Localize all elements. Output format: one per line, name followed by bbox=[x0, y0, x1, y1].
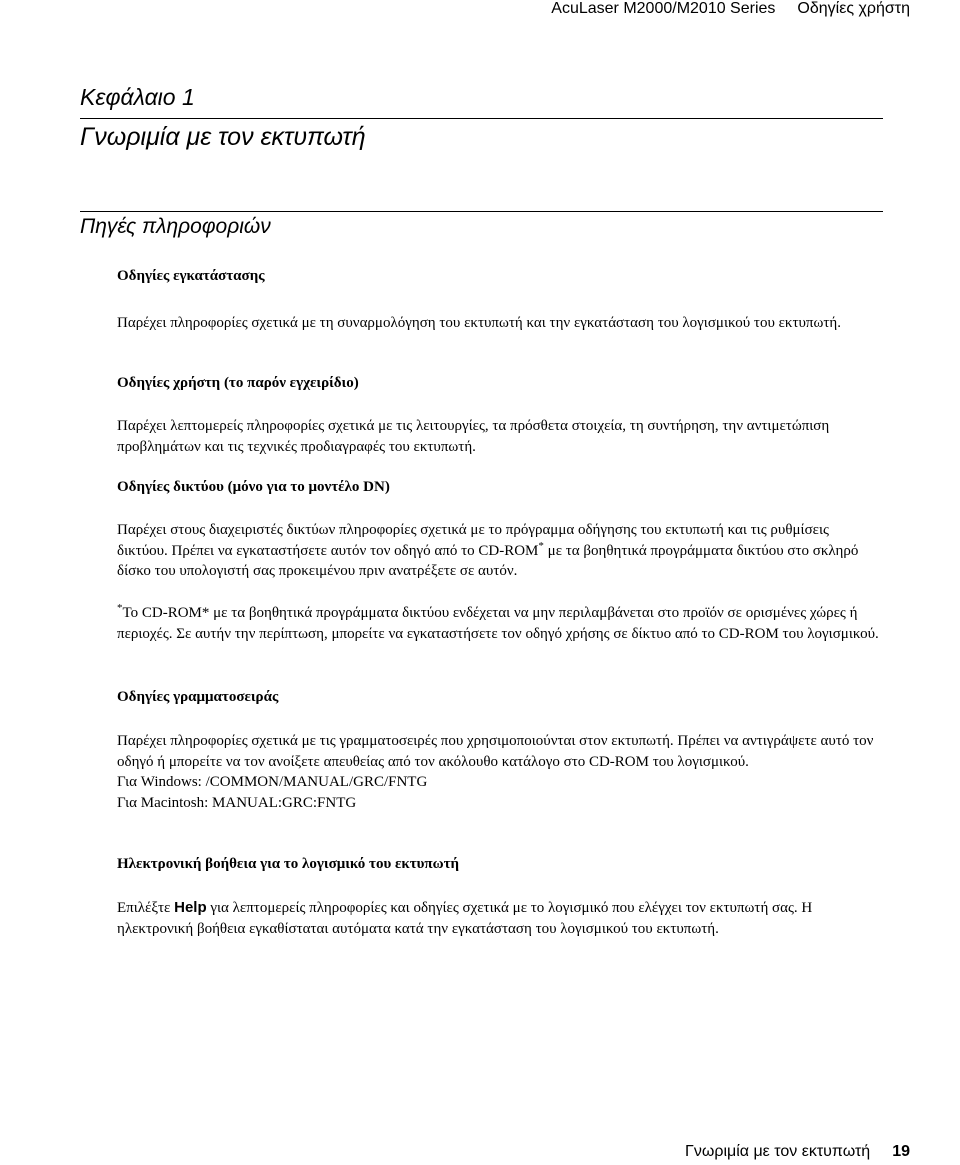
network-text bbox=[117, 520, 882, 582]
page-number: 19 bbox=[892, 1143, 910, 1160]
install-text: Παρέχει πληροφορίες σχετικά με τη συναρμολόγηση του εκτυπωτή και την εγκατάσταση του λογισμικού του εκτυπωτή. bbox=[117, 315, 841, 331]
font-guide-heading: Οδηγίες γραμματοσειράς bbox=[117, 689, 279, 705]
section-title: Πηγές πληροφοριών bbox=[80, 215, 271, 238]
chapter-rule bbox=[80, 118, 883, 119]
network-text-part1: Παρέχει στους διαχειριστές δικτύων πληροφορίες σχετικά με το πρόγραμμα οδήγησης του εκτυπωτή και τις ρυθμίσεις δικτύου. Πρέπει να εγκαταστήσετε αυτόν τον οδηγό από το CD-ROM bbox=[117, 522, 829, 559]
network-text-part2: με τα βοηθητικά προγράμματα δικτύου στο σκληρό δίσκο του υπολογιστή σας προκειμένου πριν ανατρέξετε σε αυτόν. bbox=[117, 542, 859, 579]
font-guide-text: Παρέχει πληροφορίες σχετικά με τις γραμματοσειρές που χρησιμοποιούνται στον εκτυπωτή. Πρέπει να αντιγράψετε αυτό τον οδηγό ή μπορείτε να τον ανοίξετε απευθείας από τον ακόλουθο κατάλογο στο CD-ROM του λογισμικού. bbox=[117, 733, 874, 770]
user-guide-text: Παρέχει λεπτομερείς πληροφορίες σχετικά με τις λειτουργίες, τα πρόσθετα στοιχεία, τη συντήρηση, την αντιμετώπιση προβλημάτων και τις τεχνικές προδιαγραφές του εκτυπωτή. bbox=[117, 418, 830, 455]
user-guide-heading: Οδηγίες χρήστη (το παρόν εγχειρίδιο) bbox=[117, 375, 359, 391]
chapter-title: Γνωριμία με τον εκτυπωτή bbox=[80, 123, 366, 151]
section-rule bbox=[80, 211, 883, 212]
running-footer bbox=[685, 1143, 910, 1161]
font-guide-windows-path: Για Windows: /COMMON/MANUAL/GRC/FNTG bbox=[117, 774, 428, 790]
online-help-text-part1: Επιλέξτε bbox=[117, 900, 175, 916]
network-footnote bbox=[117, 603, 882, 644]
network-footnote-text: Το CD-ROM* με τα βοηθητικά προγράμματα δικτύου ενδέχεται να μην περιλαμβάνεται στο προϊόν σε ορισμένες χώρες ή περιοχές. Σε αυτήν την περίπτωση, μπορείτε να εγκαταστήσετε τον οδηγό χρήσης σε δίκτυο από το CD-ROM του λογισμικού. bbox=[117, 605, 879, 642]
chapter-label: Κεφάλαιο 1 bbox=[80, 84, 195, 110]
header-product: AcuLaser M2000/M2010 Series bbox=[551, 0, 776, 17]
font-guide-body bbox=[117, 731, 882, 813]
footer-chapter-title: Γνωριμία με τον εκτυπωτή bbox=[685, 1143, 871, 1160]
header-doc-title: Οδηγίες χρήστη bbox=[797, 0, 910, 17]
running-header bbox=[551, 0, 910, 18]
online-help-text bbox=[117, 898, 882, 939]
online-help-heading: Ηλεκτρονική βοήθεια για το λογισμικό του εκτυπωτή bbox=[117, 856, 460, 872]
network-heading: Οδηγίες δικτύου (μόνο για το μοντέλο DN) bbox=[117, 479, 390, 495]
online-help-text-part2: για λεπτομερείς πληροφορίες και οδηγίες σχετικά με το λογισμικό που ελέγχει τον εκτυπωτή σας. Η ηλεκτρονική βοήθεια εγκαθίσταται αυτόματα κατά την εγκατάσταση του λογισμικού του εκτυπωτή. bbox=[117, 900, 813, 937]
font-guide-mac-path: Για Macintosh: MANUAL:GRC:FNTG bbox=[117, 794, 357, 811]
footnote-marker: * bbox=[117, 602, 123, 614]
install-heading: Οδηγίες εγκατάστασης bbox=[117, 268, 265, 284]
footnote-marker: * bbox=[538, 539, 544, 552]
help-menu-name: Help bbox=[174, 899, 207, 916]
